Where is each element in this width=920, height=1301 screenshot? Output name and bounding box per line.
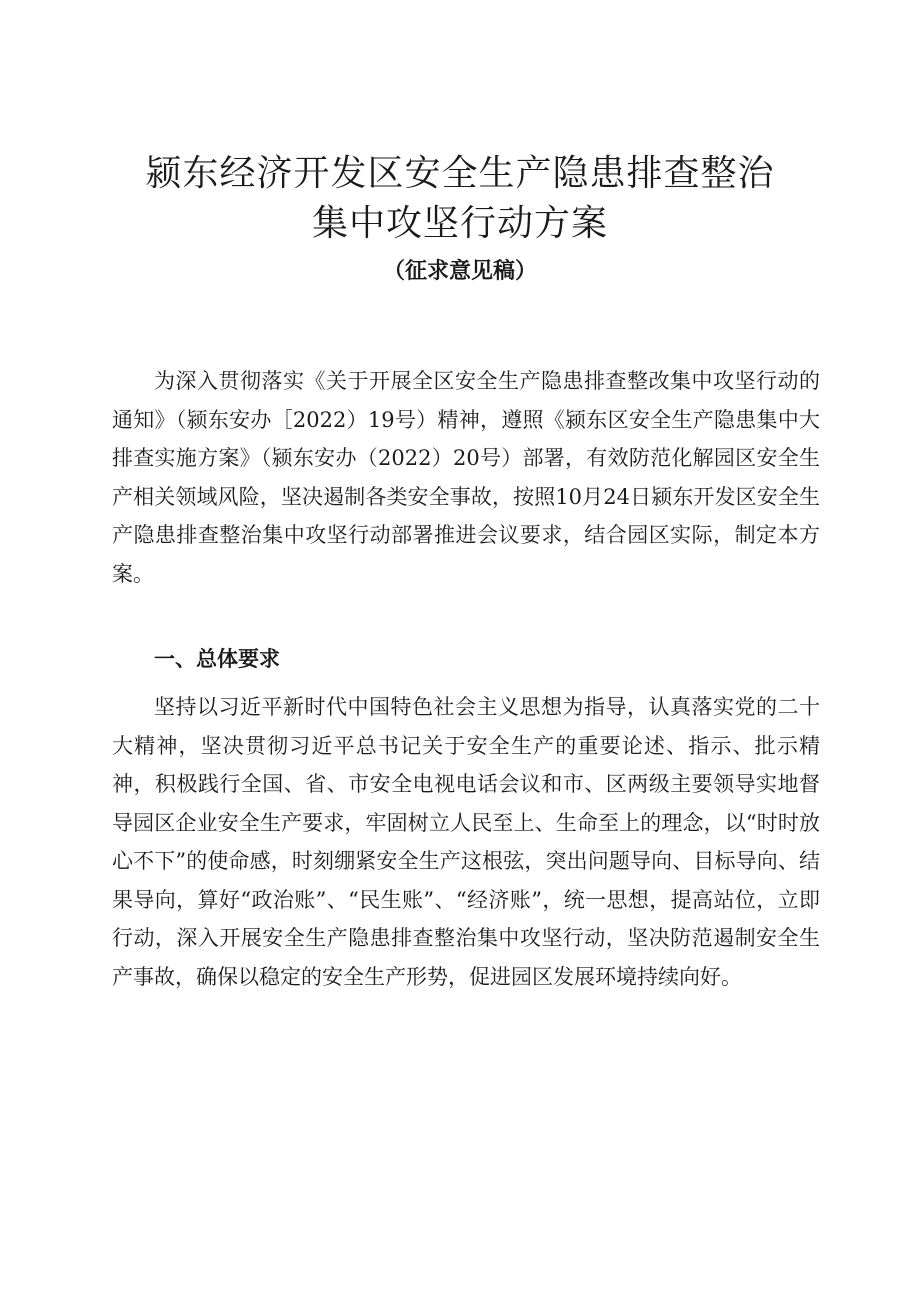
section-heading-general-requirements: 一、总体要求 [154,647,280,671]
document-title-line1: 颍东经济开发区安全生产隐患排查整治 [145,153,775,194]
document-title-line2: 集中攻坚行动方案 [311,203,608,244]
document-subtitle: （征求意见稿） [382,259,537,284]
intro-paragraph: 为深入贯彻落实《关于开展全区安全生产隐患排查整改集中攻坚行动的通知》（颍东安办［2022）19号）精神，遵照《颍东区安全生产隐患集中大排查实施方案》（颍东安办（2022）20号）部署，有效防范化解园区安全生产相关领域风险，坚决遏制各类安全事故，按照10月24日颍东开发区安全生产隐患排查整治集中攻坚行动部署推进会议要求，结合园区实际，制定本方案。 [112,369,820,586]
general-requirements-paragraph: 坚持以习近平新时代中国特色社会主义思想为指导，认真落实党的二十大精神，坚决贯彻习近平总书记关于安全生产的重要论述、指示、批示精神，积极践行全国、省、市安全电视电话会议和市、区两级主要领导实地督导园区企业安全生产要求，牢固树立人民至上、生命至上的理念，以“时时放心不下”的使命感，时刻绷紧安全生产这根弦，突出问题导向、目标导向、结果导向，算好“政治账”、“民生账”、“经济账”，统一思想，提高站位，立即行动，深入开展安全生产隐患排查整治集中攻坚行动，坚决防范遏制安全生产事故，确保以稳定的安全生产形势，促进园区发展环境持续向好。 [112,695,820,989]
